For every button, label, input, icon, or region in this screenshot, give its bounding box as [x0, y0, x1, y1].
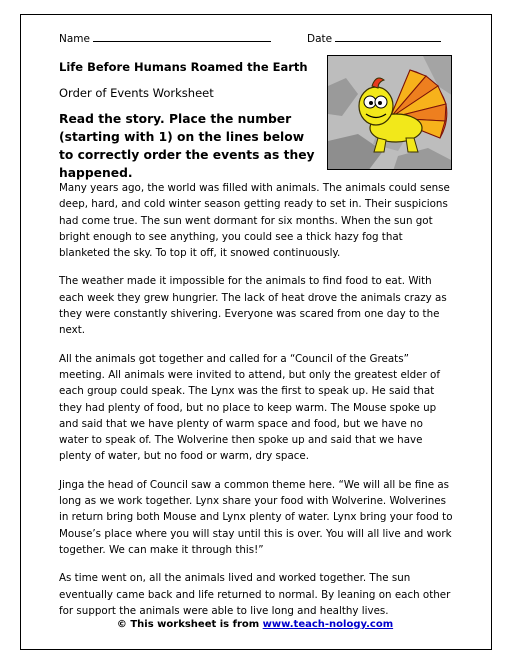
story-paragraph: The weather made it impossible for the animals to find food to eat. With each week they grew hungrier. The lack of heat drove the animals crazy as they were constantly shivering. Everyone was scared from one day to the next.	[59, 275, 447, 337]
name-input-line[interactable]	[93, 31, 271, 42]
date-label: Date	[307, 33, 333, 45]
dinosaur-icon	[328, 56, 452, 170]
footer	[0, 619, 510, 630]
date-field	[307, 31, 441, 45]
story-paragraph: All the animals got together and called for a “Council of the Greats” meeting. All animals were invited to attend, but only the greatest elder of each group could speak. The Lynx was the first to speak up. He said that they had plenty of food, but no place to keep warm. The Mouse spoke up and said that we have plenty of warm space and food, but we have no water to speak of. The Wolverine then spoke up and said that we have plenty of water, but no food or warm, dry space.	[59, 352, 440, 463]
worksheet-subtitle: Order of Events Worksheet	[59, 86, 214, 100]
dinosaur-illustration	[327, 55, 452, 170]
name-label: Name	[59, 33, 90, 45]
worksheet-title: Life Before Humans Roamed the Earth	[59, 60, 308, 74]
date-input-line[interactable]	[335, 31, 441, 42]
story-paragraph: As time went on, all the animals lived and worked together. The sun eventually came back and life returned to normal. By leaning on each other for support the animals were able to live long and healthy lives.	[59, 572, 451, 617]
instructions: Read the story. Place the number (starting with 1) on the lines below to correctly order the events as they happened.	[59, 112, 315, 180]
story-paragraph: Many years ago, the world was filled with animals. The animals could sense deep, hard, and cold winter season getting ready to set in. Their suspicions had come true. The sun went dormant for six months. When the sun got bright enough to see anything, you could see a thick hazy fog that blanketed the sky. To top it off, it snowed continuously.	[59, 182, 450, 260]
story-paragraph: Jinga the head of Council saw a common theme here. “We will all be fine as long as we work together. Lynx share your food with Wolverine. Wolverines in return bring both Mouse and Lynx plenty of water. Lynx bring your food to Mouse’s place where you will stay until this is over. You will all live and work together. We can make it through this!”	[59, 478, 453, 556]
story-text	[59, 180, 454, 631]
name-field	[59, 31, 271, 45]
footer-link[interactable]: www.teach-nology.com	[262, 619, 394, 630]
footer-text: © This worksheet is from	[116, 619, 263, 630]
